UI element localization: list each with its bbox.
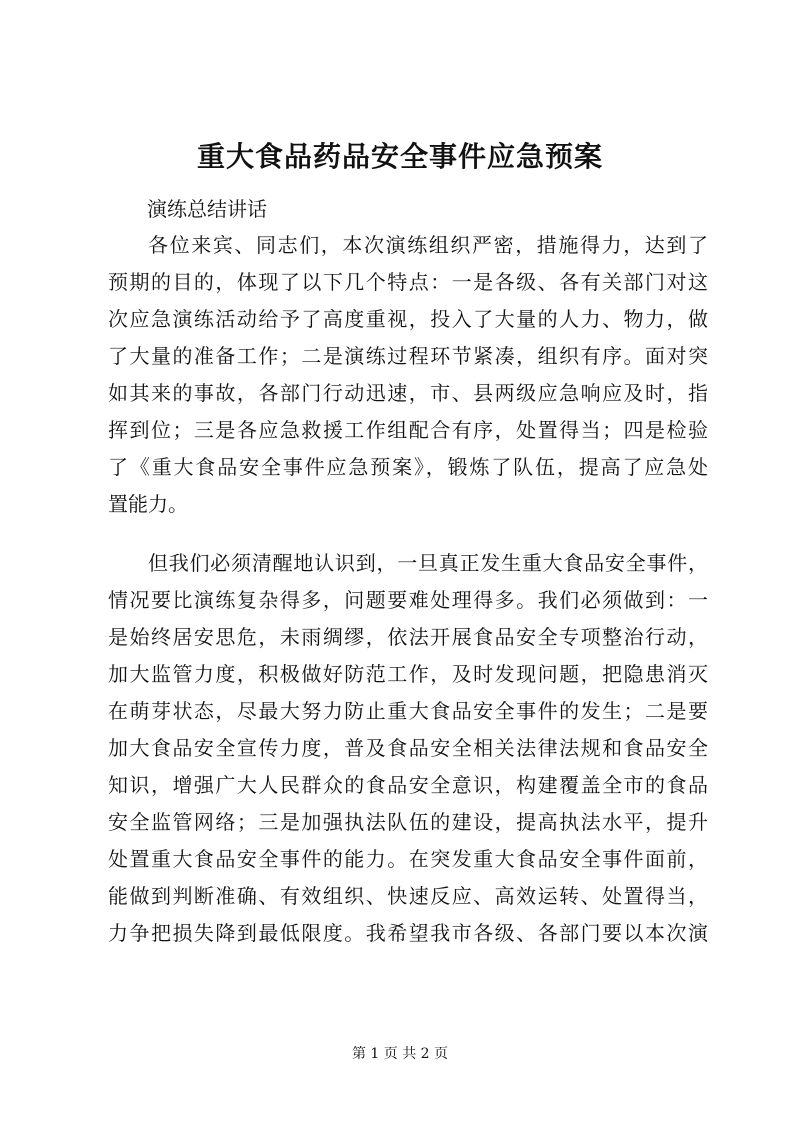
paragraph-line: 能做到判断准确、有效组织、快速反应、高效运转、处置得当， [108, 884, 708, 908]
paragraph-line: 情况要比演练复杂得多，问题要难处理得多。我们必须做到：一 [108, 588, 708, 612]
paragraph-line: 是始终居安思危，未雨绸缪，依法开展食品安全专项整治行动， [108, 625, 708, 649]
paragraph-line: 在萌芽状态，尽最大努力防止重大食品安全事件的发生；二是要 [108, 699, 708, 723]
paragraph-line: 但我们必须清醒地认识到，一旦真正发生重大食品安全事件， [148, 551, 708, 575]
document-subtitle: 演练总结讲话 [147, 197, 267, 221]
paragraph-line: 处置重大食品安全事件的能力。在突发重大食品安全事件面前， [108, 847, 708, 871]
paragraph-line: 各位来宾、同志们，本次演练组织严密，措施得力，达到了 [148, 233, 708, 257]
paragraph-line: 加大食品安全宣传力度，普及食品安全相关法律法规和食品安全 [108, 736, 708, 760]
paragraph-line: 如其来的事故，各部门行动迅速，市、县两级应急响应及时，指 [108, 381, 708, 405]
paragraph-line: 知识，增强广大人民群众的食品安全意识，构建覆盖全市的食品 [108, 773, 708, 797]
document-title: 重大食品药品安全事件应急预案 [196, 140, 603, 173]
paragraph-line: 置能力。 [108, 492, 188, 516]
paragraph-line: 加大监管力度，积极做好防范工作，及时发现问题，把隐患消灭 [108, 662, 708, 686]
paragraph-line: 预期的目的，体现了以下几个特点：一是各级、各有关部门对这 [108, 270, 708, 294]
page-footer: 第 1 页 共 2 页 [351, 1046, 449, 1062]
paragraph-line: 了大量的准备工作；二是演练过程环节紧凑，组织有序。面对突 [108, 344, 708, 368]
paragraph-line: 挥到位；三是各应急救援工作组配合有序，处置得当；四是检验 [108, 418, 708, 442]
paragraph-line: 次应急演练活动给予了高度重视，投入了大量的人力、物力，做 [108, 307, 708, 331]
paragraph-line: 了《重大食品安全事件应急预案》，锻炼了队伍，提高了应急处 [108, 455, 708, 479]
paragraph-line: 安全监管网络；三是加强执法队伍的建设，提高执法水平，提升 [108, 810, 708, 834]
paragraph-line: 力争把损失降到最低限度。我希望我市各级、各部门要以本次演 [108, 921, 708, 945]
